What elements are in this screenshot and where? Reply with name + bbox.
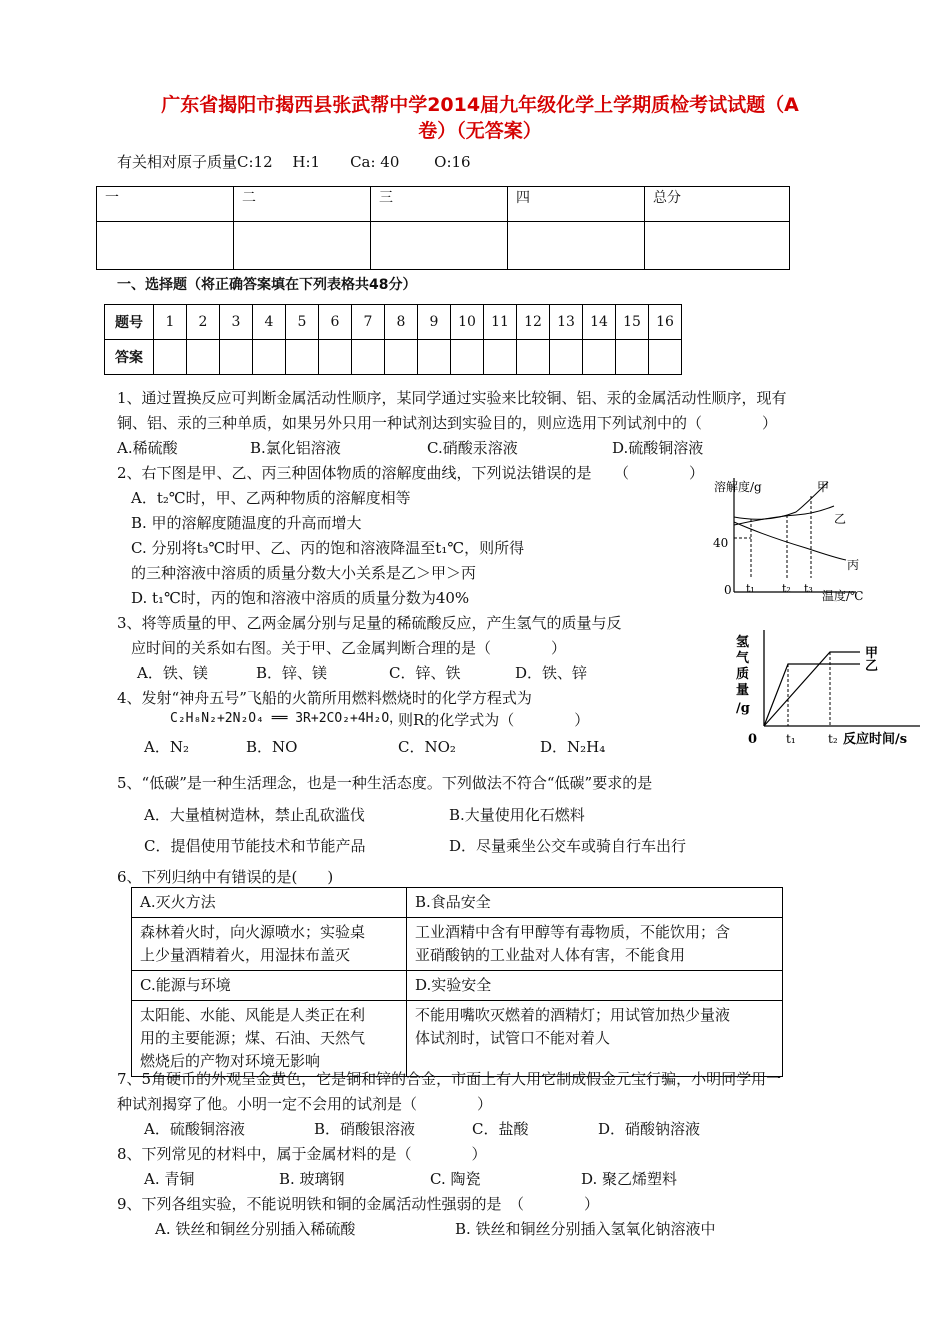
q6-d-line: 体试剂时，试管口不能对着人 xyxy=(415,1029,611,1047)
q6-b-line: 亚硝酸钠的工业盐对人体有害，不能食用 xyxy=(415,946,686,964)
q2-option-c-2: 的三种溶液中溶质的质量分数大小关系是乙＞甲＞丙 xyxy=(131,564,477,582)
score-header-1: 一 xyxy=(97,187,234,222)
answer-cell-6[interactable] xyxy=(319,340,352,375)
q6-c-body xyxy=(132,1001,407,1077)
y-label-char: 氢 xyxy=(736,635,750,650)
q6-c-line: 燃烧后的产物对环境无影响 xyxy=(140,1052,321,1070)
q3-option-c: C．锌、铁 xyxy=(389,664,461,682)
question-number-4: 4 xyxy=(253,305,286,340)
title-line-2: 卷）（无答案） xyxy=(418,120,542,142)
q4-option-d: D．N₂H₄ xyxy=(540,738,606,756)
question-number-12: 12 xyxy=(517,305,550,340)
answer-cell-12[interactable] xyxy=(517,340,550,375)
score-cell[interactable] xyxy=(645,222,790,270)
question-number-10: 10 xyxy=(451,305,484,340)
score-header-4: 四 xyxy=(508,187,645,222)
q7-option-b: B．硝酸银溶液 xyxy=(314,1120,416,1138)
q8-option-d: D. 聚乙烯塑料 xyxy=(581,1170,678,1188)
x-axis-label: 温度/℃ xyxy=(822,589,864,603)
q5-stem: 5、“低碳”是一种生活理念，也是一种生活态度。下列做法不符合“低碳”要求的是 xyxy=(117,774,653,792)
q7-option-d: D．硝酸钠溶液 xyxy=(598,1120,701,1138)
question-number-3: 3 xyxy=(220,305,253,340)
label-yi: 乙 xyxy=(865,659,879,674)
q6-a-head: A.灭火方法 xyxy=(132,888,407,918)
q1-stem-2: 铜、铝、汞的三种单质，如果另外只用一种试剂达到实验目的，则应选用下列试剂中的（ ） xyxy=(117,414,778,432)
label-yi: 乙 xyxy=(834,512,847,526)
page-title xyxy=(105,92,855,144)
q1-option-b: B.氯化铝溶液 xyxy=(250,439,341,457)
q6-b-line: 工业酒精中含有甲醇等有毒物质，不能饮用；含 xyxy=(415,923,731,941)
score-header-total: 总分 xyxy=(645,187,790,222)
score-table xyxy=(96,186,790,270)
answer-cell-16[interactable] xyxy=(649,340,682,375)
q6-b-body xyxy=(407,918,783,971)
question-number-13: 13 xyxy=(550,305,583,340)
answer-cell-5[interactable] xyxy=(286,340,319,375)
q8-option-a: A. 青铜 xyxy=(144,1170,195,1188)
q4-stem: 4、发射“神舟五号”飞船的火箭所用燃料燃烧时的化学方程式为 xyxy=(117,689,532,707)
q8-stem: 8、下列常见的材料中，属于金属材料的是（ ） xyxy=(117,1145,487,1163)
q7-stem-1: 7、5角硬币的外观呈金黄色，它是铜和锌的合金，市面上有人用它制成假金元宝行骗，小明同学用一 xyxy=(117,1070,782,1088)
q3-stem-2: 应时间的关系如右图。关于甲、乙金属判断合理的是（ ） xyxy=(131,639,567,657)
q4-option-c: C．NO₂ xyxy=(398,738,456,756)
q2-stem: 2、右下图是甲、乙、丙三种固体物质的溶解度曲线，下列说法错误的是 （ ） xyxy=(117,464,705,482)
atomic-masses: 有关相对原子质量C:12 H:1 Ca: 40 O:16 xyxy=(117,153,471,171)
hydrogen-mass-chart xyxy=(730,628,930,748)
answer-cell-10[interactable] xyxy=(451,340,484,375)
q8-option-c: C. 陶瓷 xyxy=(430,1170,481,1188)
q6-c-line: 太阳能、水能、风能是人类正在利 xyxy=(140,1006,366,1024)
q6-d-head: D.实验安全 xyxy=(407,971,783,1001)
label-jia: 甲 xyxy=(865,646,879,661)
q2-option-a: A．t₂℃时，甲、乙两种物质的溶解度相等 xyxy=(131,489,411,507)
question-number-2: 2 xyxy=(187,305,220,340)
q8-option-b: B. 玻璃钢 xyxy=(279,1170,345,1188)
q1-option-d: D.硫酸铜溶液 xyxy=(612,439,704,457)
q9-option-b: B. 铁丝和铜丝分别插入氢氧化钠溶液中 xyxy=(455,1220,716,1238)
q5-option-a: A．大量植树造林，禁止乱砍滥伐 xyxy=(144,806,365,824)
q5-option-c: C．提倡使用节能技术和节能产品 xyxy=(144,837,366,855)
line-yi xyxy=(764,664,860,726)
question-number-16: 16 xyxy=(649,305,682,340)
q9-stem: 9、下列各组实验，不能说明铁和铜的金属活动性强弱的是 （ ） xyxy=(117,1195,600,1213)
answer-cell-9[interactable] xyxy=(418,340,451,375)
question-number-6: 6 xyxy=(319,305,352,340)
answer-cell-7[interactable] xyxy=(352,340,385,375)
label-bing: 丙 xyxy=(847,558,860,572)
score-header-3: 三 xyxy=(371,187,508,222)
y-label-char: 气 xyxy=(736,651,750,666)
answer-cell-2[interactable] xyxy=(187,340,220,375)
question-number-1: 1 xyxy=(154,305,187,340)
tick-t2: t₂ xyxy=(782,582,791,595)
question-number-9: 9 xyxy=(418,305,451,340)
q2-option-c-1: C. 分别将t₃℃时甲、乙、丙的饱和溶液降温至t₁℃，则所得 xyxy=(131,539,525,557)
y-label-char: /g xyxy=(736,701,750,716)
q6-stem: 6、下列归纳中有错误的是( ) xyxy=(117,868,334,886)
q6-a-line: 森林着火时，向火源喷水；实验桌 xyxy=(140,923,366,941)
answer-cell-3[interactable] xyxy=(220,340,253,375)
title-line-1: 广东省揭阳市揭西县张武帮中学2014届九年级化学上学期质检考试试题（A xyxy=(161,94,799,116)
q4-question: 则R的化学式为（ ） xyxy=(398,711,590,729)
q5-option-b: B.大量使用化石燃料 xyxy=(449,806,585,824)
q6-d-body xyxy=(407,1001,783,1077)
q4-option-b: B．NO xyxy=(246,738,298,756)
answer-cell-13[interactable] xyxy=(550,340,583,375)
solubility-curve-chart xyxy=(706,474,886,610)
q6-a-line: 上少量酒精着火，用湿抹布盖灭 xyxy=(140,946,351,964)
q3-stem-1: 3、将等质量的甲、乙两金属分别与足量的稀硫酸反应，产生氢气的质量与反 xyxy=(117,614,622,632)
q7-stem-2: 种试剂揭穿了他。小明一定不会用的试剂是（ ） xyxy=(117,1095,493,1113)
q3-option-a: A．铁、镁 xyxy=(137,664,208,682)
tick-t1: t₁ xyxy=(786,732,796,746)
tick-t2: t₂ xyxy=(828,732,838,746)
score-header-2: 二 xyxy=(234,187,371,222)
q7-option-c: C．盐酸 xyxy=(472,1120,529,1138)
answer-cell-8[interactable] xyxy=(385,340,418,375)
q6-b-head: B.食品安全 xyxy=(407,888,783,918)
y-label-char: 量 xyxy=(736,683,750,698)
q1-stem-1: 1、通过置换反应可判断金属活动性顺序，某同学通过实验来比较铜、铝、汞的金属活动性顺序，现有 xyxy=(117,389,787,407)
x-axis-label: 反应时间/s xyxy=(843,732,908,747)
answer-row-label: 答案 xyxy=(105,340,154,375)
label-jia: 甲 xyxy=(817,480,830,494)
origin-label: 0 xyxy=(748,732,758,747)
q9-option-a: A. 铁丝和铜丝分别插入稀硫酸 xyxy=(155,1220,356,1238)
answer-cell-4[interactable] xyxy=(253,340,286,375)
origin-label: 0 xyxy=(724,583,732,597)
q3-option-b: B．锌、镁 xyxy=(256,664,328,682)
question-number-14: 14 xyxy=(583,305,616,340)
tick-t3: t₃ xyxy=(804,582,813,595)
q6-c-line: 用的主要能源；煤、石油、天然气 xyxy=(140,1029,366,1047)
question-number-11: 11 xyxy=(484,305,517,340)
tick-40: 40 xyxy=(713,536,729,550)
answer-cell-15[interactable] xyxy=(616,340,649,375)
question-number-15: 15 xyxy=(616,305,649,340)
q1-option-a: A.稀硫酸 xyxy=(117,439,178,457)
section-1-heading: 一、选择题（将正确答案填在下列表格共48分） xyxy=(117,277,417,293)
q4-equation: C₂H₈N₂+2N₂O₄ ══ 3R+2CO₂+4H₂O， xyxy=(170,711,403,726)
q5-option-d: D．尽量乘坐公交车或骑自行车出行 xyxy=(449,837,687,855)
answer-cell-11[interactable] xyxy=(484,340,517,375)
q2-option-b: B. 甲的溶解度随温度的升高而增大 xyxy=(131,514,362,532)
score-cell[interactable] xyxy=(97,222,234,270)
q7-option-a: A．硫酸铜溶液 xyxy=(144,1120,245,1138)
q6-d-line: 不能用嘴吹灭燃着的酒精灯；用试管加热少量液 xyxy=(415,1006,731,1024)
answer-cell-14[interactable] xyxy=(583,340,616,375)
q6-c-head: C.能源与环境 xyxy=(132,971,407,1001)
q1-option-c: C.硝酸汞溶液 xyxy=(427,439,518,457)
tick-t1: t₁ xyxy=(746,582,755,595)
score-cell[interactable] xyxy=(234,222,371,270)
answer-cell-1[interactable] xyxy=(154,340,187,375)
question-number-5: 5 xyxy=(286,305,319,340)
q3-option-d: D．铁、锌 xyxy=(515,664,588,682)
q2-option-d: D. t₁℃时，丙的饱和溶液中溶质的质量分数为40% xyxy=(131,589,470,607)
answer-table-header: 题号 xyxy=(105,305,154,340)
question-number-8: 8 xyxy=(385,305,418,340)
score-cell[interactable] xyxy=(371,222,508,270)
q4-option-a: A．N₂ xyxy=(144,738,189,756)
y-axis-label: 溶解度/g xyxy=(714,480,762,494)
q6-a-body xyxy=(132,918,407,971)
score-cell[interactable] xyxy=(508,222,645,270)
question-number-7: 7 xyxy=(352,305,385,340)
y-label-char: 质 xyxy=(736,667,750,682)
q6-summary-table xyxy=(131,887,783,1077)
answer-table xyxy=(104,304,682,375)
